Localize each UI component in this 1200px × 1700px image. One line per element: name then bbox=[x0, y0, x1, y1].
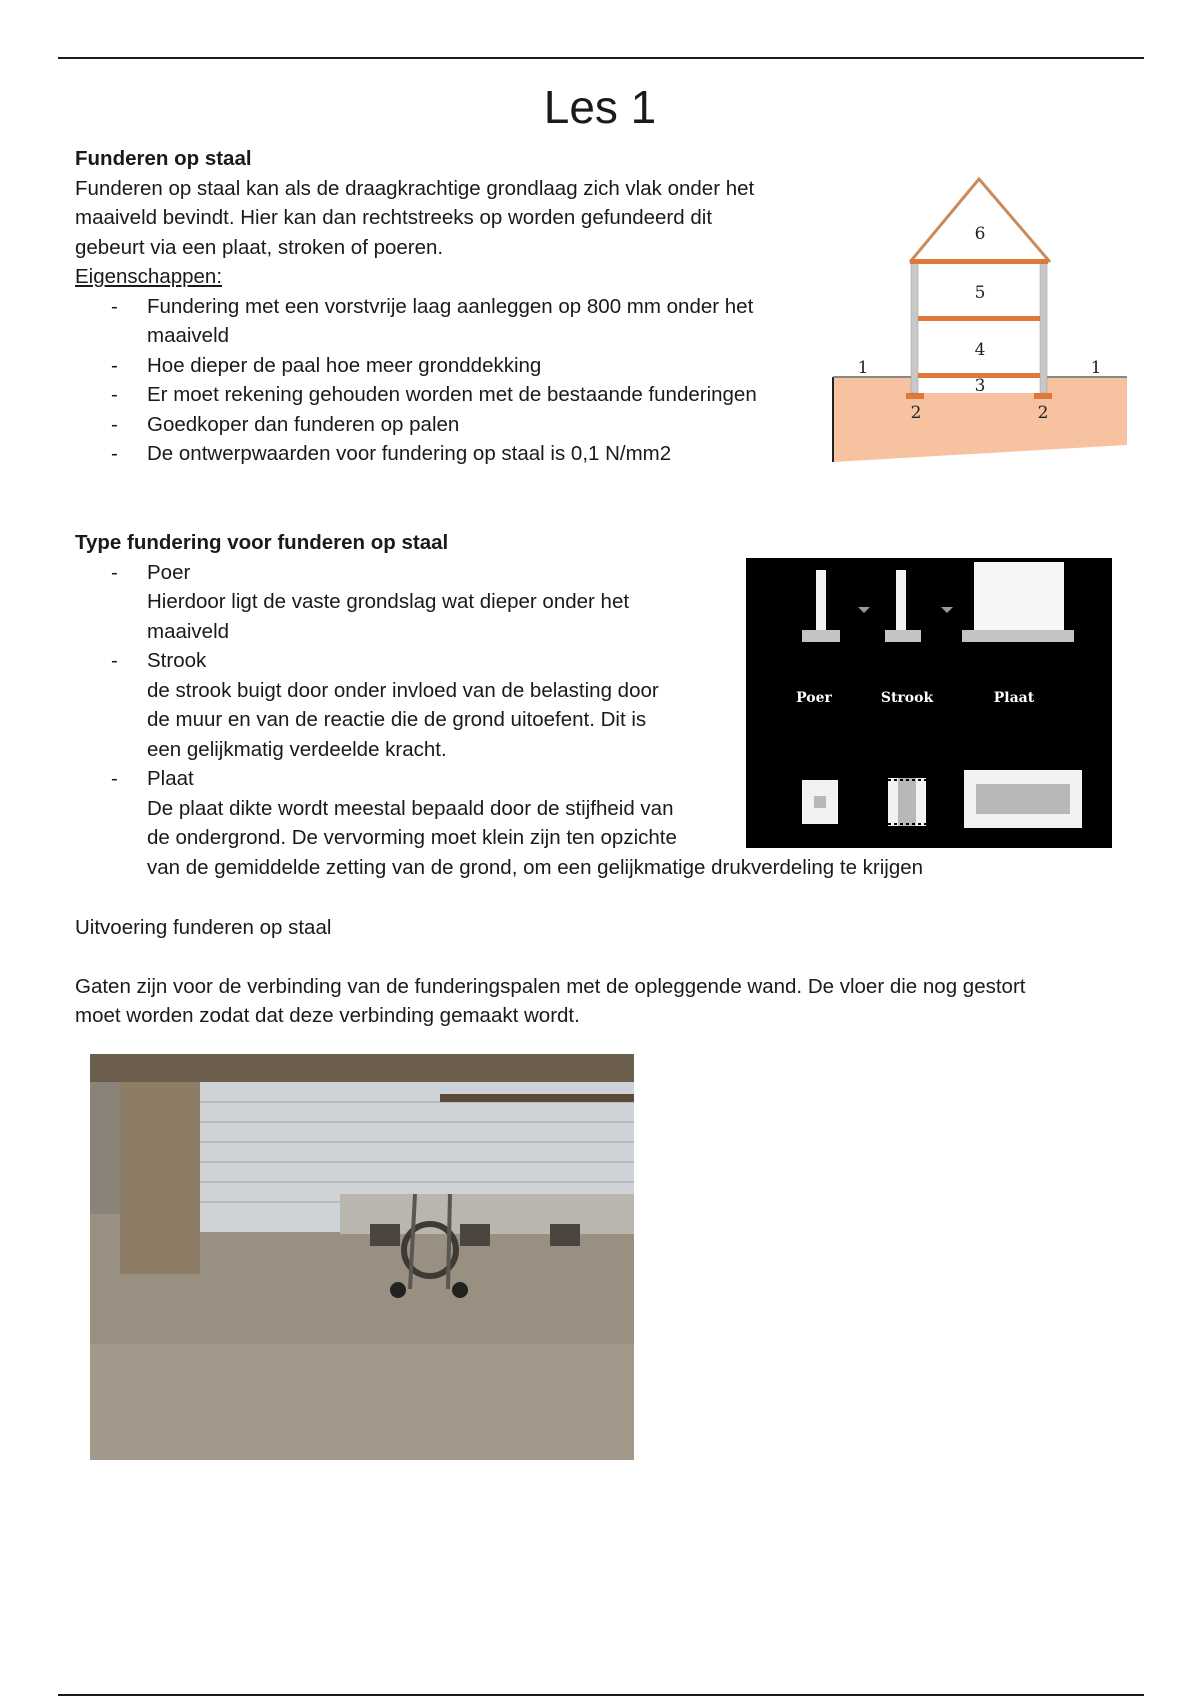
section-funderen-op-staal bbox=[75, 144, 835, 469]
strook-plan-wall bbox=[898, 778, 916, 826]
type-line: de muur en van de reactie die de grond uitoefent. Dit is bbox=[147, 708, 647, 731]
type-line: de ondergrond. De vervorming moet klein zijn ten opzichte bbox=[147, 826, 677, 849]
photo-ceiling bbox=[90, 1054, 634, 1082]
house-foundation-diagram bbox=[830, 170, 1130, 470]
bottom-rule bbox=[58, 1694, 1144, 1696]
photo-gap bbox=[370, 1224, 400, 1246]
properties-label: Eigenschappen: bbox=[75, 265, 223, 288]
strook-footing bbox=[885, 630, 921, 642]
section-uitvoering bbox=[75, 913, 1135, 1031]
wall-left bbox=[911, 262, 918, 393]
type-line: een gelijkmatig verdeelde kracht. bbox=[147, 737, 447, 761]
section1-intro-line: maaiveld bevindt. Hier kan dan rechtstreeks op worden gefundeerd dit bbox=[75, 206, 713, 229]
list-item bbox=[75, 351, 835, 381]
floor-upper bbox=[918, 316, 1040, 321]
plaat-building bbox=[974, 562, 1064, 630]
label-2-left: 2 bbox=[910, 403, 922, 423]
photo-floor-shade bbox=[90, 1344, 634, 1460]
label-plaat: Plaat bbox=[993, 690, 1035, 706]
section3-para-line: Gaten zijn voor de verbinding van de funderingspalen met de opleggende wand. De vloer die nog gestort bbox=[75, 974, 1026, 998]
footing-right bbox=[1034, 393, 1052, 399]
photo-left-pillar bbox=[120, 1074, 200, 1274]
footing-left bbox=[906, 393, 924, 399]
type-line: Hierdoor ligt de vaste grondslag wat dieper onder het bbox=[147, 590, 630, 613]
photo-hose-cart bbox=[448, 1194, 450, 1289]
page-title: Les 1 bbox=[543, 81, 657, 133]
list-item-line: maaiveld bbox=[147, 324, 230, 347]
list-item bbox=[75, 410, 835, 440]
strook-column bbox=[896, 570, 906, 630]
label-2-right: 2 bbox=[1037, 403, 1049, 423]
photo-gap bbox=[550, 1224, 580, 1246]
plaat-slab bbox=[962, 630, 1074, 642]
label-1-right: 1 bbox=[1090, 358, 1102, 378]
poer-plan-column bbox=[814, 796, 826, 808]
label-strook: Strook bbox=[880, 690, 934, 706]
label-poer: Poer bbox=[796, 690, 832, 706]
label-6: 6 bbox=[974, 224, 986, 244]
section3-heading: Uitvoering funderen op staal bbox=[75, 916, 332, 939]
photo-wheel bbox=[452, 1282, 468, 1298]
type-line: maaiveld bbox=[147, 619, 230, 643]
plaat-plan-inner bbox=[976, 784, 1070, 814]
list-item-line: - Goedkoper dan funderen op palen bbox=[147, 412, 460, 436]
poer-column bbox=[816, 570, 826, 630]
poer-footing bbox=[802, 630, 840, 642]
list-item-line: - Er moet rekening gehouden worden met de bestaande funderingen bbox=[147, 383, 757, 406]
label-3: 3 bbox=[974, 376, 986, 396]
wall-right bbox=[1040, 262, 1047, 393]
list-item bbox=[75, 292, 835, 351]
floor-roof-level bbox=[910, 259, 1048, 264]
type-line: de strook buigt door onder invloed van de belasting door bbox=[147, 678, 659, 702]
label-5: 5 bbox=[974, 283, 986, 303]
photo-gap bbox=[460, 1224, 490, 1246]
label-4: 4 bbox=[974, 340, 986, 360]
list-item-line: - Fundering met een vorstvrije laag aanleggen op 800 mm onder het bbox=[147, 294, 754, 318]
section2-heading: Type fundering voor funderen op staal bbox=[75, 531, 449, 554]
properties-list bbox=[75, 292, 835, 469]
type-name: - Strook bbox=[147, 649, 207, 672]
list-item bbox=[75, 380, 835, 410]
list-item-line: - De ontwerpwaarden voor fundering op staal is 0,1 N/mm2 bbox=[147, 442, 672, 465]
section3-para-line: moet worden zodat dat deze verbinding gemaakt wordt. bbox=[75, 1004, 580, 1027]
list-item-line: - Hoe dieper de paal hoe meer gronddekking bbox=[147, 353, 542, 377]
roof bbox=[910, 179, 1050, 262]
section1-heading: Funderen op staal bbox=[75, 147, 252, 170]
top-rule bbox=[58, 57, 1144, 59]
type-line: De plaat dikte wordt meestal bepaald door de stijfheid van bbox=[147, 796, 674, 820]
type-name: - Poer bbox=[147, 560, 191, 584]
list-item bbox=[75, 439, 835, 469]
construction-site-photo bbox=[90, 1054, 634, 1460]
section1-intro-line: Funderen op staal kan als de draagkrachtige grondlaag zich vlak onder het bbox=[75, 176, 755, 200]
type-name: - Plaat bbox=[147, 767, 194, 790]
foundation-types-diagram bbox=[746, 558, 1112, 848]
label-1-left: 1 bbox=[857, 358, 869, 378]
photo-wheel bbox=[390, 1282, 406, 1298]
section1-intro-line: gebeurt via een plaat, stroken of poeren. bbox=[75, 235, 444, 259]
type-line: van de gemiddelde zetting van de grond, om een gelijkmatige drukverdeling te krijgen bbox=[147, 855, 924, 879]
photo-beam bbox=[440, 1094, 634, 1102]
